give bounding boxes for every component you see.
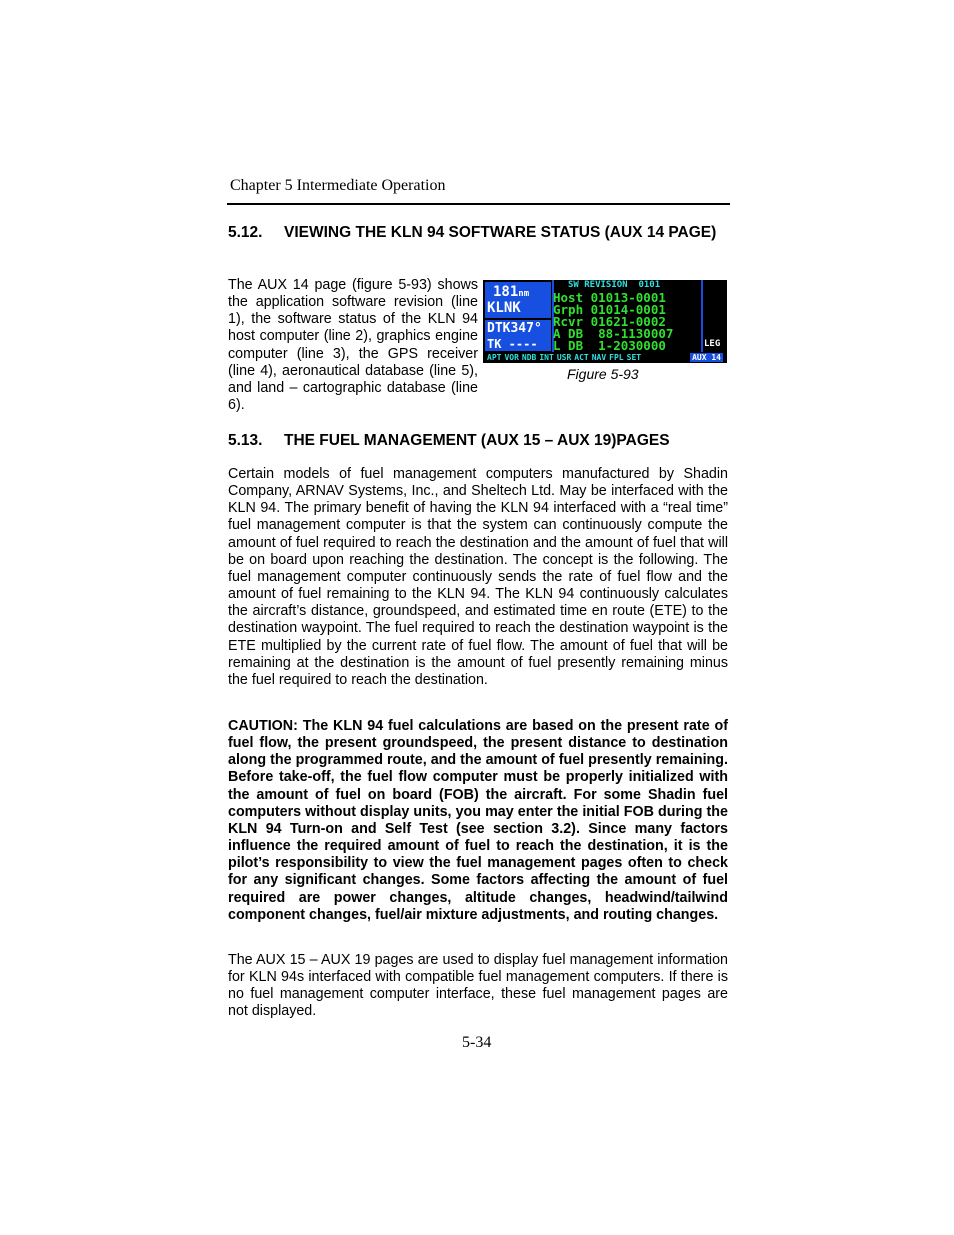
actual-track: TK ---- bbox=[487, 337, 538, 351]
figure-caption: Figure 5-93 bbox=[567, 366, 639, 382]
section-title: THE FUEL MANAGEMENT (AUX 15 – AUX 19)PAGES bbox=[284, 432, 670, 449]
page-tab-nav: NAV bbox=[591, 353, 607, 362]
page-number: 5-34 bbox=[462, 1034, 492, 1051]
section-heading-5-13 bbox=[228, 431, 728, 450]
waypoint-ident: KLNK bbox=[487, 300, 521, 316]
caution-paragraph: CAUTION: The KLN 94 fuel calculations are based on the present rate of fuel flow, the present groundspeed, the present distance to destination along the programmed route, and the amount of fuel presently remaining. Before take-off, the fuel flow computer must be properly initialized with the amount of fuel on board (FOB) the aircraft. For some Shadin fuel computers without display units, you may enter the initial FOB during the KLN 94 Turn-on and Self Test (see section 3.2). Since many factors influence the required amount of fuel to reach the destination, it is the pilot’s responsibility to view the fuel management pages often to check for any significant changes. Some factors affecting the amount of fuel required are power changes, altitude changes, headwind/tailwind component changes, fuel/air mixture adjustments, and routing changes. bbox=[228, 718, 728, 923]
page-tab-vor: VOR bbox=[504, 353, 519, 362]
screen-line-host: Host 01013-0001 bbox=[553, 290, 666, 305]
screen-line-graphics: Grph 01014-0001 bbox=[553, 302, 666, 317]
section-number: 5.12. bbox=[228, 224, 263, 241]
page-tab-fpl: FPL bbox=[609, 353, 624, 362]
page-tab-usr: USR bbox=[556, 353, 572, 362]
screen-right-divider bbox=[701, 280, 703, 352]
nav-panel-separator bbox=[485, 318, 551, 320]
kln94-screen bbox=[483, 280, 727, 363]
nav-panel bbox=[485, 282, 551, 351]
fuel-management-description: Certain models of fuel management computers manufactured by Shadin Company, ARNAV Systems, Inc., and Sheltech Ltd. May be interfaced with the KLN 94. The primary benefit of having the KLN 94 interfaced with a “real time” fuel management computer is that the system can continuously compute the amount of fuel required to reach the destination and the amount of fuel that will be on board upon reaching the destination. The concept is the following. The fuel management computer continuously sends the rate of fuel flow and the amount of fuel remaining to the KLN 94. The KLN 94 continuously calculates the aircraft’s distance, groundspeed, and estimated time en route (ETE) to the destination waypoint. The fuel required to reach the destination waypoint is the ETE multiplied by the current rate of fuel flow. The amount of fuel that will be remaining at the destination is the amount of fuel presently remaining minus the fuel required to reach the destination. bbox=[228, 466, 728, 688]
page-tab-bar bbox=[483, 352, 727, 363]
screen-line-land-db: L DB 1-2030000 bbox=[553, 338, 666, 353]
distance-readout: 181nm bbox=[493, 284, 530, 300]
chapter-header: Chapter 5 Intermediate Operation bbox=[230, 177, 446, 194]
page-tab-apt: APT bbox=[487, 353, 502, 362]
header-rule bbox=[227, 203, 730, 205]
page-tab-ndb: NDB bbox=[521, 353, 537, 362]
sw-revision-title: SW REVISION 0101 bbox=[568, 280, 661, 290]
screen-line-receiver: Rcvr 01621-0002 bbox=[553, 314, 666, 329]
page-tab-int: INT bbox=[539, 353, 554, 362]
page-tab-act: ACT bbox=[574, 353, 589, 362]
aux14-description: The AUX 14 page (figure 5-93) shows the application software revision (line 1), the software status of the KLN 94 host computer (line 2), graphics engine computer (line 3), the GPS receiver (line 4), aeronautical database (line 5), and land – cartographic database (line 6). bbox=[228, 277, 478, 414]
page-tab-set: SET bbox=[626, 353, 642, 362]
section-title: VIEWING THE KLN 94 SOFTWARE STATUS (AUX 14 PAGE) bbox=[284, 224, 717, 241]
section-number: 5.13. bbox=[228, 432, 263, 449]
aux15-19-description: The AUX 15 – AUX 19 pages are used to display fuel management information for KLN 94s interfaced with compatible fuel management computers. If there is no fuel management computer interface, these fuel management pages are not displayed. bbox=[228, 952, 728, 1020]
leg-mode-indicator: LEG bbox=[704, 339, 721, 349]
screen-line-aero-db: A DB 88-1130007 bbox=[553, 326, 674, 341]
desired-track: DTK347° bbox=[487, 321, 542, 336]
page-tab-aux14-active: AUX 14 bbox=[692, 353, 721, 362]
section-heading-5-12 bbox=[228, 223, 728, 242]
